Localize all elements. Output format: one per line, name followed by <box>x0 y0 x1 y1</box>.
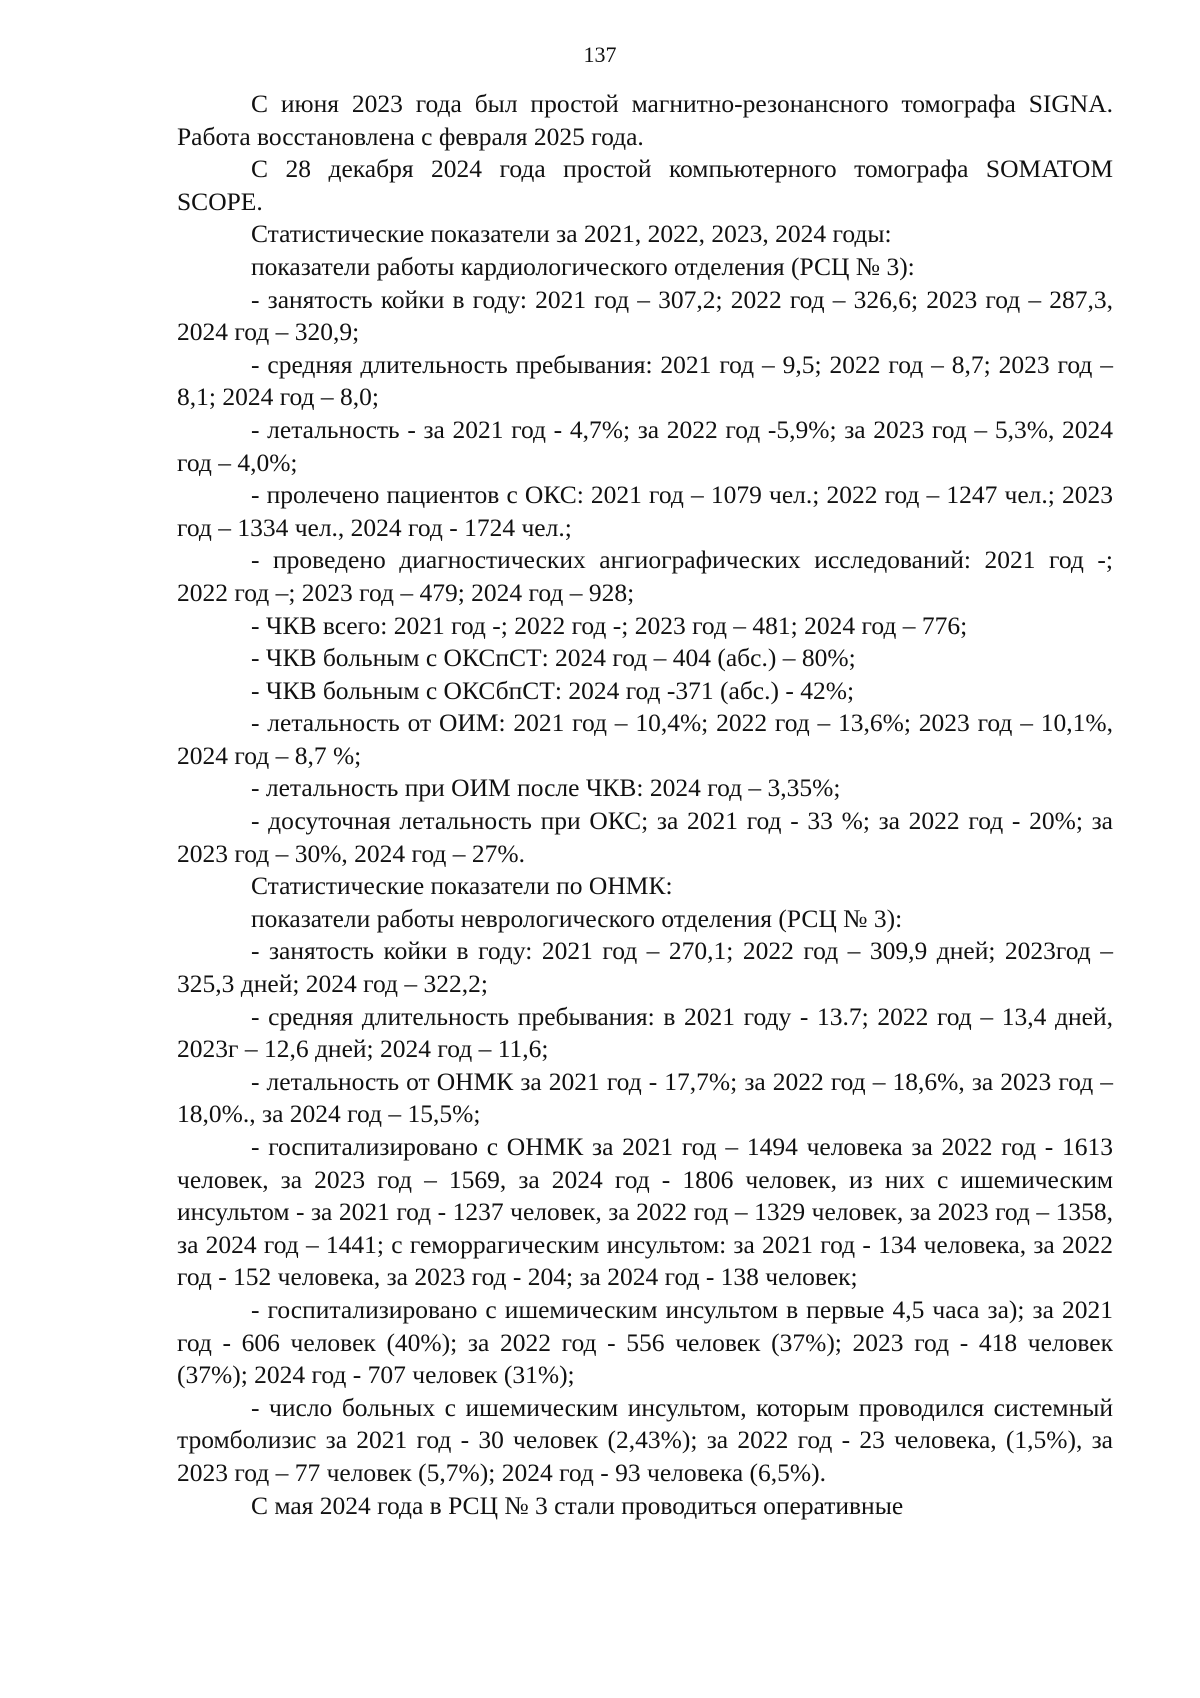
paragraph-stroke-stats-heading: Статистические показатели по ОНМК: <box>251 871 673 901</box>
paragraph-cardio-mortality: - летальность - за 2021 год - 4,7%; за 2022 год -5,9%; за 2023 год – 5,3%, 2024 год – 4,0%; <box>177 414 1113 477</box>
paragraph-thrombolysis: - число больных с ишемическим инсультом, которым проводился системный тромболизис за 2021 год - 30 человек (2,43%); за 2022 год - 23 человека, (1,5%), за 2023 год – 77 человек (5,7%); 2024 год - 93 человека (6,5%). <box>177 1392 1113 1487</box>
paragraph-stats-heading: Статистические показатели за 2021, 2022, 2023, 2024 годы: <box>251 219 892 249</box>
page-number: 137 <box>583 42 617 67</box>
paragraph-acs-24h-mortality: - досуточная летальность при ОКС; за 2021 год - 33 %; за 2022 год - 20%; за 2023 год – 30%, 2024 год – 27%. <box>177 806 1113 868</box>
paragraph-neuro-bed-occupancy: - занятость койки в году: 2021 год – 270,1; 2022 год – 309,9 дней; 2023год – 325,3 дней; 2024 год – 322,2; <box>177 936 1113 999</box>
paragraph-pci-stemi: - ЧКВ больным с ОКСпСТ: 2024 год – 404 (абс.) – 80%; <box>251 643 856 673</box>
paragraph-neurology-heading: показатели работы неврологического отделения (РСЦ № 3): <box>251 903 903 933</box>
paragraph-stroke-hospitalized: - госпитализировано с ОНМК за 2021 год – 1494 человека за 2022 год - 1613 человек, за 2023 год – 1569, за 2024 год - 1806 человек, из них с ишемическим инсультом - за 2021 год - 1237 человек, за 2022 год – 1329 человек, за 2023 год – 1358, за 2024 год – 1441; с геморрагическим инсультом: за 2021 год - 134 человека, за 2022 год - 152 человека, за 2023 год - 204; за 2024 год - 138 человек; <box>177 1132 1113 1292</box>
paragraph-ami-pci-mortality: - летальность при ОИМ после ЧКВ: 2024 год – 3,35%; <box>251 773 841 803</box>
paragraph-surgery-start: С мая 2024 года в РСЦ № 3 стали проводиться оперативные <box>251 1490 904 1520</box>
paragraph-pci-total: - ЧКВ всего: 2021 год -; 2022 год -; 2023 год – 481; 2024 год – 776; <box>251 610 968 640</box>
paragraph-pci-nstemi: - ЧКВ больным с ОКСбпСТ: 2024 год -371 (абс.) - 42%; <box>251 675 855 705</box>
paragraph-ami-mortality: - летальность от ОИМ: 2021 год – 10,4%; 2022 год – 13,6%; 2023 год – 10,1%, 2024 год – 8,7 %; <box>177 708 1113 770</box>
paragraph-ct-downtime: С 28 декабря 2024 года простой компьютерного томографа SOMATOM SCOPE. <box>177 154 1113 216</box>
paragraph-acs-patients: - пролечено пациентов с ОКС: 2021 год – 1079 чел.; 2022 год – 1247 чел.; 2023 год – 1334 чел., 2024 год - 1724 чел.; <box>177 480 1113 542</box>
document-body <box>177 88 1113 1522</box>
paragraph-cardio-bed-occupancy: - занятость койки в году: 2021 год – 307,2; 2022 год – 326,6; 2023 год – 287,3, 2024 год – 320,9; <box>177 284 1113 347</box>
paragraph-angiography: - проведено диагностических ангиографических исследований: 2021 год -; 2022 год –; 2023 год – 479; 2024 год – 928; <box>177 545 1113 607</box>
paragraph-mri-downtime: С июня 2023 года был простой магнитно-резонансного томографа SIGNA. Работа восстановлена с февраля 2025 года. <box>177 89 1113 151</box>
paragraph-neuro-avg-stay: - средняя длительность пребывания: в 2021 году - 13.7; 2022 год – 13,4 дней, 2023г – 12,6 дней; 2024 год – 11,6; <box>177 1001 1113 1064</box>
paragraph-stroke-mortality: - летальность от ОНМК за 2021 год - 17,7%; за 2022 год – 18,6%, за 2023 год – 18,0%., за 2024 год – 15,5%; <box>177 1066 1113 1129</box>
paragraph-cardio-avg-stay: - средняя длительность пребывания: 2021 год – 9,5; 2022 год – 8,7; 2023 год – 8,1; 2024 год – 8,0; <box>177 349 1113 412</box>
paragraph-cardiology-heading: показатели работы кардиологического отделения (РСЦ № 3): <box>251 251 915 281</box>
paragraph-ischemic-4-5h: - госпитализировано с ишемическим инсультом в первые 4,5 часа за); за 2021 год - 606 человек (40%); за 2022 год - 556 человек (37%); 2023 год - 418 человек (37%); 2024 год - 707 человек (31%); <box>177 1294 1113 1390</box>
